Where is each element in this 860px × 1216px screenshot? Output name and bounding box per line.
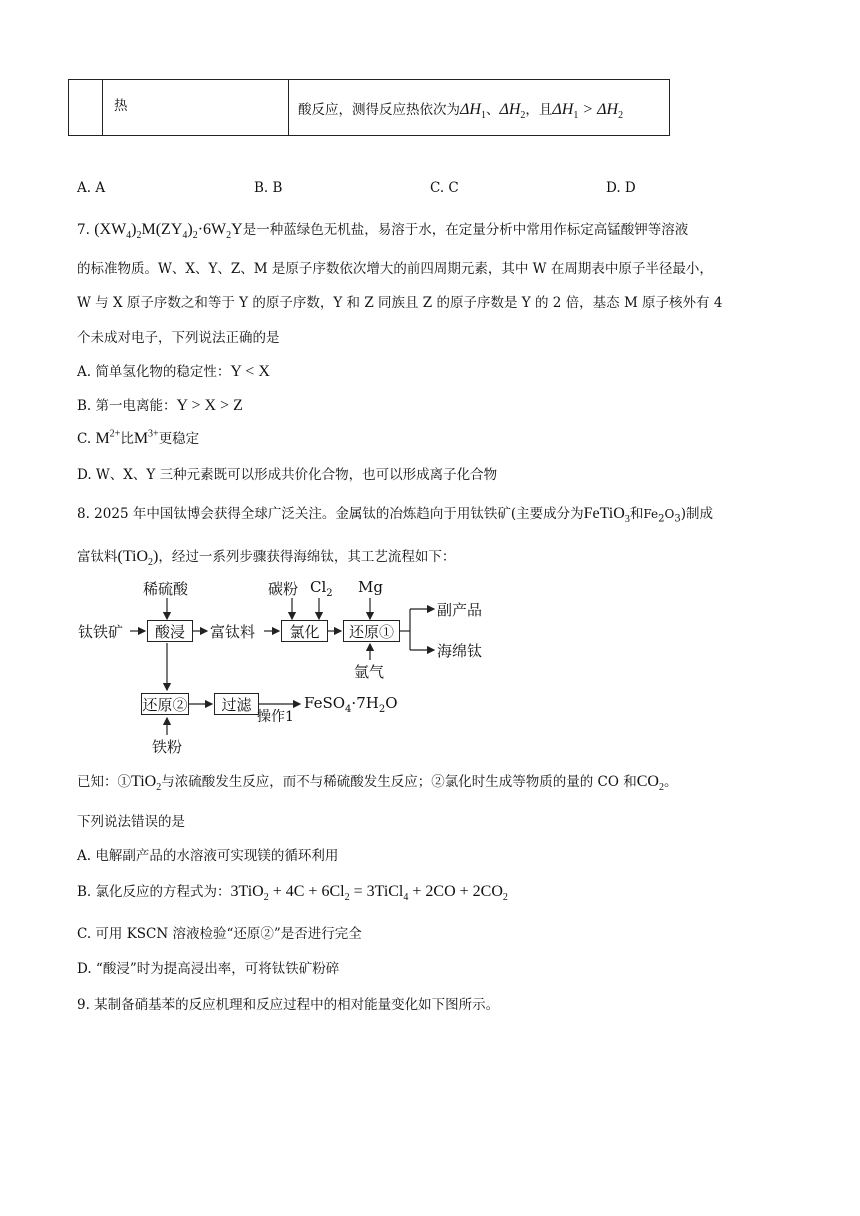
label-carbon: 碳粉 [268, 580, 299, 598]
table-cell-label: 热 [114, 98, 128, 114]
label-byproduct: 副产品 [437, 601, 483, 619]
q8-option-c: C. 可用 KSCN 溶液检验“还原②”是否进行完全 [77, 926, 362, 942]
q7-option-d: D. W、X、Y 三种元素既可以形成共价化合物，也可以形成离子化合物 [77, 467, 498, 483]
box-reduction-1: 还原① [343, 620, 400, 642]
label-operation-1: 操作1 [257, 709, 294, 725]
box-reduction-2: 还原② [141, 693, 189, 715]
label-iron-powder: 铁粉 [152, 738, 183, 756]
label-sponge-ti: 海绵钛 [437, 642, 483, 660]
q7-stem-line4: 个未成对电子，下列说法正确的是 [77, 330, 280, 346]
option-b: B. B [254, 180, 283, 196]
option-c: C. C [430, 180, 459, 196]
q8-stem-line2: 富钛料(TiO$_2$)，经过一系列步骤获得海绵钛，其工艺流程如下： [77, 548, 456, 569]
q8-known: 已知：①TiO$_2$与浓硫酸发生反应，而不与稀硫酸发生反应；②氯化时生成等物质的量的 CO 和$CO_2$。 [77, 773, 678, 794]
box-chlorination: 氯化 [281, 620, 328, 642]
label-rich-ti: 富钛料 [210, 623, 256, 641]
label-argon: 氩气 [354, 663, 385, 681]
q7-option-c: C. $M^{2+}$比$M^{3+}$更稳定 [77, 428, 200, 447]
q8-stem-line1: 8. 2025 年中国钛博会获得全球广泛关注。金属钛的冶炼趋向于用钛铁矿(主要成分为FeTiO$_3$和$Fe_2O_3$)制成 [77, 505, 713, 526]
label-cl2: $Cl_2$ [310, 578, 333, 599]
q7-stem-line2: 的标准物质。W、X、Y、Z、M 是原子序数依次增大的前四周期元素，其中 W 在周期表中原子半径最小， [77, 261, 713, 277]
option-d: D. D [606, 180, 636, 196]
q8-option-a: A. 电解副产品的水溶液可实现镁的循环利用 [77, 848, 339, 864]
answer-table-fragment [68, 79, 670, 136]
q7-option-a: A. 简单氢化物的稳定性：Y < X [77, 363, 270, 380]
option-a: A. A [77, 180, 106, 196]
q7-option-b: B. 第一电离能：Y > X > Z [77, 397, 243, 414]
box-filter: 过滤 [214, 693, 259, 715]
label-ore: 钛铁矿 [78, 623, 124, 641]
q9-stem: 9. 某制备硝基苯的反应机理和反应过程中的相对能量变化如下图所示。 [77, 997, 500, 1013]
box-acid-leach: 酸浸 [147, 620, 193, 642]
q7-stem-line1: 7. $(XW_4)_2M(ZY_4)_2\cdot 6W_2Y$是一种蓝绿色无机盐，易溶于水，在定量分析中常用作标定高锰酸钾等溶液 [77, 221, 689, 242]
label-dilute-acid: 稀硫酸 [143, 580, 189, 598]
q8-ask: 下列说法错误的是 [77, 814, 185, 830]
q7-stem-line3: W 与 X 原子序数之和等于 Y 的原子序数，Y 和 Z 同族且 Z 的原子序数是 Y 的 2 倍，基态 M 原子核外有 4 [77, 295, 723, 311]
label-feso4: $FeSO_4\cdot 7H_2O$ [304, 694, 398, 715]
table-divider [102, 80, 103, 135]
label-mg: Mg [358, 578, 383, 596]
q8-option-d: D. “酸浸”时为提高浸出率，可将钛铁矿粉碎 [77, 961, 340, 977]
table-cell-text: 酸反应，测得反应热依次为$\Delta H_1$、$\Delta H_2$，且$\Delta H_1 > \Delta H_2$ [298, 101, 624, 122]
q8-option-b: B. 氯化反应的方程式为：$3TiO_2 + 4C + 6Cl_2$ = 3TiCl$_4$ + $2CO + 2CO_2$ [77, 883, 508, 904]
table-divider [288, 80, 289, 135]
